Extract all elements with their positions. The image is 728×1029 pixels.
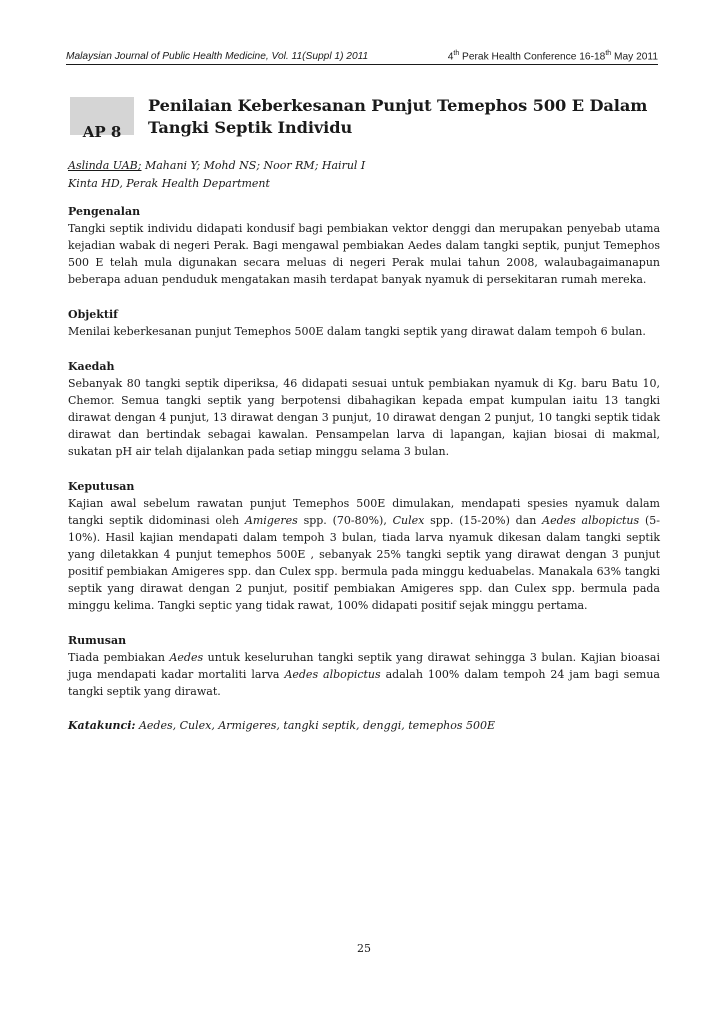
species-name: Culex	[392, 514, 425, 527]
section-pengenalan	[68, 203, 660, 288]
keywords-label: Katakunci:	[68, 719, 136, 732]
section-rumusan	[68, 632, 660, 700]
journal-citation: Malaysian Journal of Public Health Medicine, Vol. 11(Suppl 1) 2011	[66, 51, 369, 63]
conference-info: 4th Perak Health Conference 16-18th May 2011	[447, 50, 658, 63]
author-list	[68, 157, 365, 175]
section-heading: Rumusan	[68, 634, 127, 647]
section-objektif	[68, 306, 660, 340]
species-name: Aedes	[169, 651, 204, 664]
species-name: Amigeres	[244, 514, 298, 527]
section-keputusan	[68, 478, 660, 614]
section-heading: Kaedah	[68, 360, 115, 373]
presenting-author: Aslinda UAB;	[68, 159, 142, 172]
section-heading: Objektif	[68, 308, 118, 321]
keywords	[68, 717, 660, 734]
section-text: Tiada pembiakan Aedes untuk keseluruhan tangki septik yang dirawat sehingga 3 bulan. Kajian bioasai juga mendapati kadar mortaliti larva Aedes albopictus adalah 100% dalam tempoh 24 jam bagi semua tangki septik yang dirawat.	[68, 651, 660, 698]
section-text: Menilai keberkesanan punjut Temephos 500E dalam tangki septik yang dirawat dalam tempoh 6 bulan.	[68, 325, 646, 338]
section-text: Tangki septik individu didapati kondusif bagi pembiakan vektor denggi dan merupakan penyebab utama kejadian wabak di negeri Perak. Bagi mengawal pembiakan Aedes dalam tangki septik, punjut Temephos 500 E telah mula digunakan secara meluas di negeri Perak mulai tahun 2008, walaubagaimanapun beberapa aduan penduduk mengatakan masih terdapat banyak nyamuk di persekitaran rumah mereka.	[68, 222, 660, 286]
keywords-text: Aedes, Culex, Armigeres, tangki septik, denggi, temephos 500E	[135, 719, 496, 732]
section-kaedah	[68, 358, 660, 460]
running-header	[66, 50, 658, 65]
section-text: Kajian awal sebelum rawatan punjut Temephos 500E dimulakan, mendapati spesies nyamuk dalam tangki septik didominasi oleh Amigeres spp. (70-80%), Culex spp. (15-20%) dan Aedes albopictus (5-10%). Hasil kajian mendapati dalam tempoh 3 bulan, tiada larva nyamuk dikesan dalam tangki septik yang diletakkan 4 punjut temephos 500E , sebanyak 25% tangki septik yang dirawat dengan 3 punjut positif pembiakan Amigeres spp. dan Culex spp. bermula pada minggu keduabelas. Manakala 63% tangki septik yang dirawat dengan 2 punjut, positif pembiakan Amigeres spp. dan Culex spp. bermula pada minggu kelima. Tangki septic yang tidak rawat, 100% didapati positif sejak minggu pertama.	[68, 497, 660, 612]
abstract-body	[68, 203, 660, 734]
section-text: Sebanyak 80 tangki septik diperiksa, 46 didapati sesuai untuk pembiakan nyamuk di Kg. baru Batu 10, Chemor. Semua tangki septik yang berpotensi dibahagikan kepada empat kumpulan iaitu 13 tangki dirawat dengan 4 punjut, 13 dirawat dengan 3 punjut, 10 dirawat dengan 2 punjut, 10 tangki septik tidak dirawat dan bertindak sebagai kawalan. Pensampelan larva di lapangan, kajian biosai di makmal, sukatan pH air telah dijalankan pada setiap minggu selama 3 bulan.	[68, 377, 660, 458]
section-heading: Pengenalan	[68, 205, 141, 218]
authors-block	[68, 157, 365, 193]
paper-title: Penilaian Keberkesanan Punjut Temephos 500 E Dalam Tangki Septik Individu	[148, 96, 648, 137]
page-number: 25	[357, 942, 371, 955]
abstract-number-badge: AP 8	[70, 97, 134, 135]
affiliation: Kinta HD, Perak Health Department	[68, 177, 270, 190]
section-heading: Keputusan	[68, 480, 135, 493]
species-name: Aedes albopictus	[542, 514, 640, 527]
co-authors: Mahani Y; Mohd NS; Noor RM; Hairul I	[141, 159, 366, 172]
species-name: Aedes albopictus	[284, 668, 381, 681]
